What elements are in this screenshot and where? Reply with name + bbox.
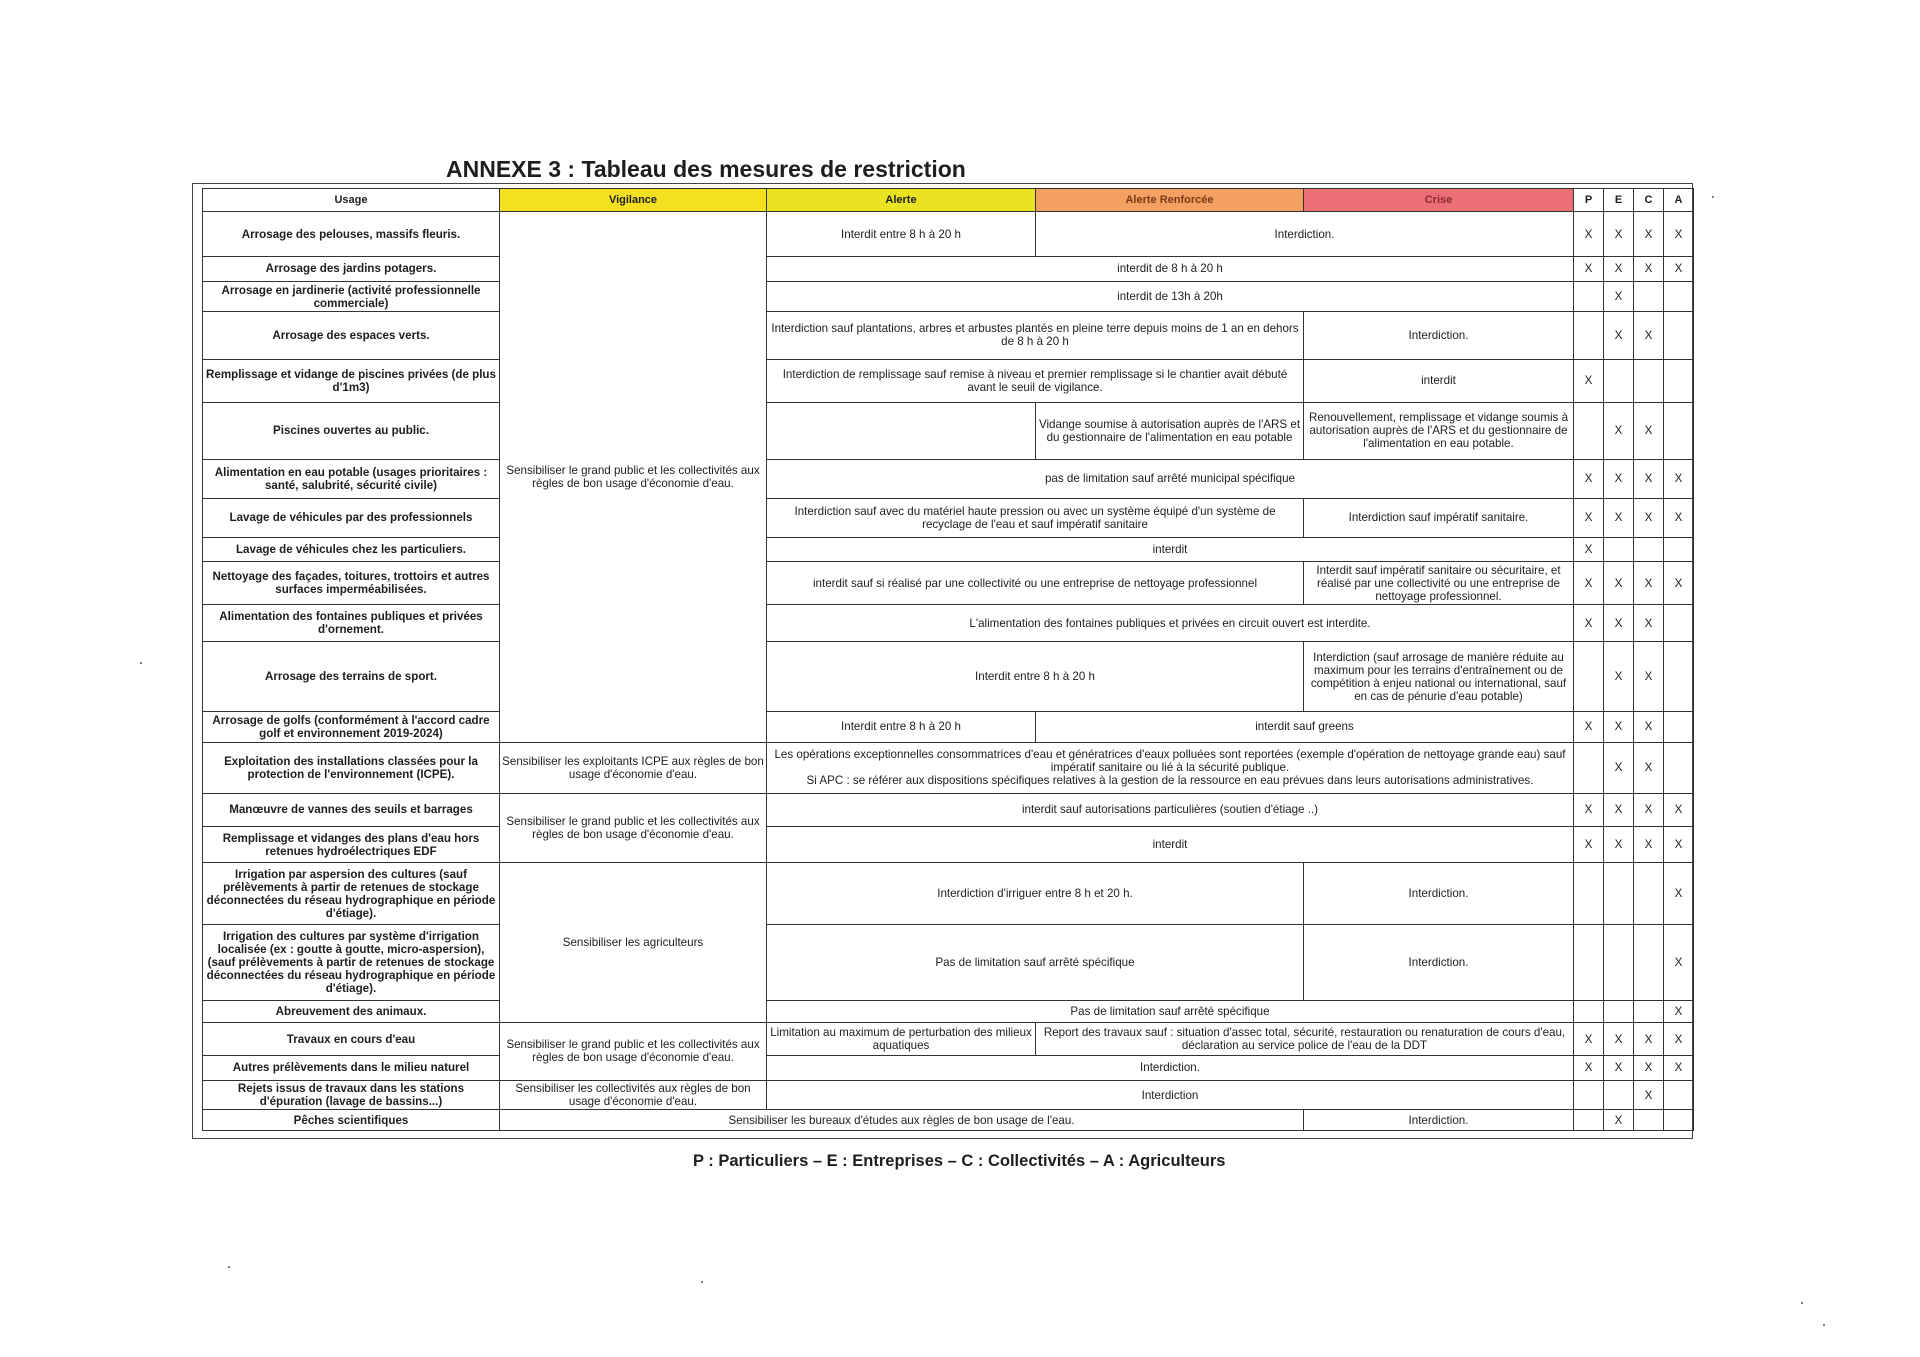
measure-cell: L'alimentation des fontaines publiques et privées en circuit ouvert est interdite. [767,605,1574,642]
alerte-renforcee-cell: interdit sauf si réalisé par une collectivité ou une entreprise de nettoyage professionnel [767,562,1304,605]
mark-p: X [1574,537,1604,562]
measure-cell: interdit [767,826,1574,863]
usage-cell: Pêches scientifiques [203,1110,500,1131]
renforcee-crise-cell: Interdiction. [1036,212,1574,257]
renforcee-cell: Vidange soumise à autorisation auprès de l'ARS et du gestionnaire de l'alimentation en eau potable [1036,402,1304,459]
mark-e [1604,924,1634,1000]
table-row [203,1110,1694,1131]
usage-cell: Arrosage en jardinerie (activité professionnelle commerciale) [203,281,500,312]
table-row [203,826,1694,863]
mark-a [1664,711,1694,742]
usage-cell: Remplissage et vidange de piscines privées (de plus d'1m3) [203,359,500,402]
vigilance-cell: Sensibiliser le grand public et les collectivités aux règles de bon usage d'économie d'eau. [500,793,767,863]
header-e: E [1604,189,1634,212]
mark-p: X [1574,793,1604,826]
mark-c: X [1634,826,1664,863]
usage-cell: Abreuvement des animaux. [203,1000,500,1023]
mark-e [1604,537,1634,562]
usage-cell: Arrosage de golfs (conformément à l'accord cadre golf et environnement 2019-2024) [203,711,500,742]
mark-e: X [1604,826,1634,863]
mark-p [1574,281,1604,312]
alerte-renforcee-cell: Interdiction de remplissage sauf remise à niveau et premier remplissage si le chantier avait débuté avant le seuil de vigilance. [767,359,1304,402]
crise-cell: interdit [1304,359,1574,402]
mark-c: X [1634,793,1664,826]
table-row [203,863,1694,924]
scan-speck [1801,1302,1803,1304]
mark-a: X [1664,1056,1694,1081]
vigilance-cell: Sensibiliser les agriculteurs [500,863,767,1023]
alerte-renforcee-cell: Interdit entre 8 h à 20 h [767,642,1304,712]
usage-cell: Alimentation en eau potable (usages prioritaires : santé, salubrité, sécurité civile) [203,459,500,498]
table-row [203,642,1694,712]
scan-speck [1712,196,1714,198]
measure-text-apc: Si APC : se référer aux dispositions spécifiques relatives à la gestion de la ressource en eau prévues dans leurs autorisations administratives. [806,774,1534,788]
mark-c [1634,359,1664,402]
usage-cell: Arrosage des terrains de sport. [203,642,500,712]
mark-e: X [1604,1023,1634,1056]
mark-c: X [1634,402,1664,459]
crise-cell: Renouvellement, remplissage et vidange soumis à autorisation auprès de l'ARS et du gestionnaire de l'alimentation en eau potable. [1304,402,1574,459]
crise-cell: Interdiction. [1304,924,1574,1000]
table-row [203,711,1694,742]
mark-c: X [1634,212,1664,257]
usage-cell: Exploitation des installations classées pour la protection de l'environnement (ICPE). [203,742,500,793]
header-usage: Usage [203,189,500,212]
scan-speck [1823,1324,1825,1326]
mark-a [1664,742,1694,793]
usage-cell: Arrosage des jardins potagers. [203,257,500,282]
mark-a [1664,605,1694,642]
mark-p [1574,402,1604,459]
page-title: ANNEXE 3 : Tableau des mesures de restriction [446,156,966,182]
mark-c: X [1634,312,1664,359]
measure-cell: interdit sauf autorisations particulières (soutien d'étiage ..) [767,793,1574,826]
header-crise: Crise [1304,189,1574,212]
table-row [203,562,1694,605]
measure-cell [767,742,1574,793]
table-row [203,212,1694,257]
table-row [203,793,1694,826]
mark-a [1664,537,1694,562]
mark-c: X [1634,1080,1664,1110]
mark-p: X [1574,562,1604,605]
usage-cell: Remplissage et vidanges des plans d'eau hors retenues hydroélectriques EDF [203,826,500,863]
mark-c [1634,1110,1664,1131]
mark-e: X [1604,642,1634,712]
table-row [203,312,1694,359]
mark-c: X [1634,711,1664,742]
mark-c [1634,1000,1664,1023]
table-row [203,537,1694,562]
usage-cell: Travaux en cours d'eau [203,1023,500,1056]
renforcee-crise-cell: interdit sauf greens [1036,711,1574,742]
mark-e: X [1604,498,1634,537]
mark-c: X [1634,1023,1664,1056]
crise-cell: Interdiction (sauf arrosage de manière réduite au maximum pour les terrains d'entraînement ou de compétition à enjeu national ou international, sauf en cas de pénurie d'eau potable) [1304,642,1574,712]
mark-a [1664,312,1694,359]
header-p: P [1574,189,1604,212]
mark-e: X [1604,402,1634,459]
mark-e: X [1604,459,1634,498]
mark-a: X [1664,212,1694,257]
table-row [203,359,1694,402]
mark-e: X [1604,312,1634,359]
mark-c: X [1634,742,1664,793]
mark-e: X [1604,281,1634,312]
table-row [203,1056,1694,1081]
mark-e: X [1604,212,1634,257]
mark-a: X [1664,498,1694,537]
measure-cell: Interdiction. [767,1056,1574,1081]
alerte-cell-empty [767,402,1036,459]
crise-cell: Interdiction. [1304,1110,1574,1131]
mark-a: X [1664,863,1694,924]
mark-e: X [1604,257,1634,282]
mark-p: X [1574,212,1604,257]
vigilance-cell: Sensibiliser le grand public et les collectivités aux règles de bon usage d'économie d'eau. [500,212,767,743]
usage-cell: Autres prélèvements dans le milieu naturel [203,1056,500,1081]
mark-p: X [1574,1056,1604,1081]
mark-p: X [1574,359,1604,402]
mark-p: X [1574,711,1604,742]
mark-p: X [1574,257,1604,282]
renforcee-crise-cell: Report des travaux sauf : situation d'assec total, sécurité, restauration ou renaturation de cours d'eau, déclaration au service police de l'eau de la DDT [1036,1023,1574,1056]
mark-p: X [1574,605,1604,642]
measure-cell: Interdiction [767,1080,1574,1110]
usage-cell: Irrigation par aspersion des cultures (sauf prélèvements à partir de retenues de stockage déconnectées du réseau hydrographique en période d'étiage). [203,863,500,924]
mark-e [1604,863,1634,924]
alerte-renforcee-cell: Interdiction sauf avec du matériel haute pression ou avec un système équipé d'un système de recyclage de l'eau et sauf impératif sanitaire [767,498,1304,537]
mark-c: X [1634,257,1664,282]
mark-p [1574,642,1604,712]
mark-e [1604,359,1634,402]
table-row [203,402,1694,459]
alerte-cell: Interdit entre 8 h à 20 h [767,711,1036,742]
legend: P : Particuliers – E : Entreprises – C : Collectivités – A : Agriculteurs [693,1152,1226,1170]
mark-c [1634,537,1664,562]
mark-p [1574,312,1604,359]
scan-speck [228,1266,230,1268]
usage-cell: Nettoyage des façades, toitures, trottoirs et autres surfaces imperméabilisées. [203,562,500,605]
mark-a: X [1664,459,1694,498]
table-row [203,1080,1694,1110]
alerte-cell: Interdit entre 8 h à 20 h [767,212,1036,257]
mark-a [1664,359,1694,402]
measure-cell: pas de limitation sauf arrêté municipal spécifique [767,459,1574,498]
table-row [203,459,1694,498]
header-vigilance: Vigilance [500,189,767,212]
alerte-renforcee-cell: Interdiction d'irriguer entre 8 h et 20 h. [767,863,1304,924]
mark-p [1574,1080,1604,1110]
alerte-renforcee-cell: Pas de limitation sauf arrêté spécifique [767,924,1304,1000]
mark-e: X [1604,793,1634,826]
usage-cell: Alimentation des fontaines publiques et privées d'ornement. [203,605,500,642]
mark-e: X [1604,1056,1634,1081]
mark-c: X [1634,498,1664,537]
mark-e: X [1604,605,1634,642]
vigilance-cell: Sensibiliser le grand public et les collectivités aux règles de bon usage d'économie d'eau. [500,1023,767,1080]
usage-cell: Manœuvre de vannes des seuils et barrages [203,793,500,826]
mark-a [1664,281,1694,312]
mark-a: X [1664,1023,1694,1056]
mark-e: X [1604,562,1634,605]
table-row [203,1023,1694,1056]
table-row [203,924,1694,1000]
mark-p: X [1574,498,1604,537]
table-row [203,281,1694,312]
usage-cell: Piscines ouvertes au public. [203,402,500,459]
vigilance-renforcee-cell: Sensibiliser les bureaux d'études aux règles de bon usage de l'eau. [500,1110,1304,1131]
mark-e [1604,1000,1634,1023]
mark-p [1574,863,1604,924]
header-c: C [1634,189,1664,212]
crise-cell: Interdiction sauf impératif sanitaire. [1304,498,1574,537]
mark-p: X [1574,459,1604,498]
mark-a [1664,402,1694,459]
alerte-renforcee-cell: Interdiction sauf plantations, arbres et arbustes plantés en pleine terre depuis moins de 1 an en dehors de 8 h à 20 h [767,312,1304,359]
mark-a [1664,642,1694,712]
measure-cell: interdit [767,537,1574,562]
restriction-table [202,188,1694,1131]
mark-a: X [1664,924,1694,1000]
mark-a: X [1664,562,1694,605]
header-alerte: Alerte [767,189,1036,212]
usage-cell: Rejets issus de travaux dans les stations d'épuration (lavage de bassins...) [203,1080,500,1110]
usage-cell: Lavage de véhicules chez les particuliers. [203,537,500,562]
mark-c: X [1634,562,1664,605]
mark-a [1664,1080,1694,1110]
measure-cell: interdit de 8 h à 20 h [767,257,1574,282]
mark-p: X [1574,826,1604,863]
mark-p [1574,924,1604,1000]
table-row [203,257,1694,282]
usage-cell: Lavage de véhicules par des professionnels [203,498,500,537]
alerte-cell: Limitation au maximum de perturbation des milieux aquatiques [767,1023,1036,1056]
measure-text: Les opérations exceptionnelles consommatrices d'eau et génératrices d'eaux polluées sont reportées (exemple d'opération de nettoyage grande eau) sauf impératif sanitaire ou lié à la sécurité publique. [774,748,1566,775]
mark-e: X [1604,711,1634,742]
header-alerte-renforcee: Alerte Renforcée [1036,189,1304,212]
mark-c [1634,863,1664,924]
usage-cell: Arrosage des pelouses, massifs fleuris. [203,212,500,257]
mark-p: X [1574,1023,1604,1056]
scan-speck [701,1281,703,1283]
mark-e: X [1604,742,1634,793]
usage-cell: Irrigation des cultures par système d'irrigation localisée (ex : goutte à goutte, micro-aspersion), (sauf prélèvements à partir de retenues de stockage déconnectées du réseau hydrographique en période d'étiage). [203,924,500,1000]
mark-a: X [1664,1000,1694,1023]
header-row [203,189,1694,212]
mark-c: X [1634,459,1664,498]
mark-p [1574,1110,1604,1131]
vigilance-cell: Sensibiliser les collectivités aux règles de bon usage d'économie d'eau. [500,1080,767,1110]
mark-c: X [1634,605,1664,642]
crise-cell: Interdiction. [1304,863,1574,924]
mark-c [1634,281,1664,312]
table-row [203,742,1694,793]
crise-cell: Interdiction. [1304,312,1574,359]
table-row [203,498,1694,537]
mark-p [1574,742,1604,793]
mark-c [1634,924,1664,1000]
measure-cell: interdit de 13h à 20h [767,281,1574,312]
table-row [203,1000,1694,1023]
mark-a: X [1664,826,1694,863]
mark-a: X [1664,257,1694,282]
mark-a [1664,1110,1694,1131]
mark-e: X [1604,1110,1634,1131]
mark-c: X [1634,642,1664,712]
measure-cell: Pas de limitation sauf arrêté spécifique [767,1000,1574,1023]
crise-cell: Interdit sauf impératif sanitaire ou sécuritaire, et réalisé par une collectivité ou une entreprise de nettoyage professionnel. [1304,562,1574,605]
mark-e [1604,1080,1634,1110]
mark-a: X [1664,793,1694,826]
usage-cell: Arrosage des espaces verts. [203,312,500,359]
mark-p [1574,1000,1604,1023]
table-row [203,605,1694,642]
header-a: A [1664,189,1694,212]
scan-speck [140,662,142,664]
vigilance-cell: Sensibiliser les exploitants ICPE aux règles de bon usage d'économie d'eau. [500,742,767,793]
mark-c: X [1634,1056,1664,1081]
